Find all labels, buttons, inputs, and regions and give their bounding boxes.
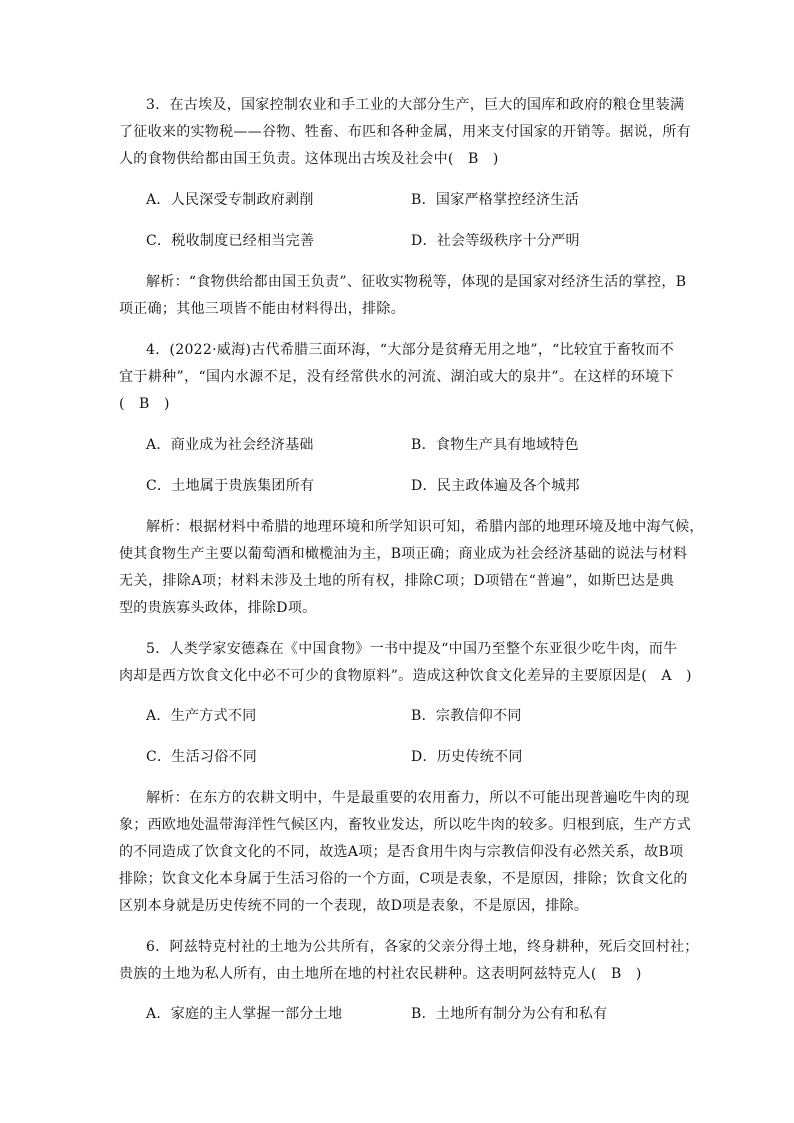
q4-option-a: A．商业成为社会经济基础 — [146, 437, 314, 453]
q5-stem-line-1: 5．人类学家安德森在《中国食物》一书中提及“中国乃至整个东亚很少吃牛肉，而牛 — [146, 641, 678, 657]
q6-option-b: B．土地所有制分为公有和私有 — [411, 1006, 608, 1022]
q6-stem-line-2: 贵族的土地为私人所有，由土地所在地的村社农民耕种。这表明阿兹特克人( B ) — [119, 966, 642, 982]
q5-analysis-line-4: 排除；饮食文化本身属于生活习俗的一个方面，C项是表象，不是原因，排除；饮食文化的 — [119, 871, 688, 887]
q3-analysis-line-1: 解析：“食物供给都由国王负责”、征收实物税等，体现的是国家对经济生活的掌控，B — [146, 274, 687, 290]
q4-analysis-line-2: 使其食物生产主要以葡萄酒和橄榄油为主，B项正确；商业成为社会经济基础的说法与材料 — [119, 546, 688, 562]
q3-stem-line-2: 了征收来的实物税——谷物、牲畜、布匹和各种金属，用来支付国家的开销等。据说，所有 — [119, 124, 691, 140]
q5-stem-line-2: 肉却是西方饮食文化中必不可少的食物原料”。造成这种饮食文化差异的主要原因是( A ) — [119, 668, 692, 684]
q5-analysis-line-2: 象；西欧地处温带海洋性气候区内，畜牧业发达，所以吃牛肉的较多。归根到底，生产方式 — [119, 817, 691, 833]
q4-analysis-line-3: 无关，排除A项；材料未涉及土地的所有权，排除C项；D项错在“普遍”，如斯巴达是典 — [119, 573, 674, 589]
q4-option-b: B．食物生产具有地域特色 — [411, 437, 579, 453]
q3-stem-line-3: 人的食物供给都由国王负责。这体现出古埃及社会中( B ) — [119, 151, 499, 167]
q4-stem-line-1: 4．(2022·威海)古代希腊三面环海，“大部分是贫瘠无用之地”，“比较宜于畜牧而不 — [146, 342, 674, 358]
q5-analysis-line-3: 的不同造成了饮食文化的不同，故选A项；是否食用牛肉与宗教信仰没有必然关系，故B项 — [119, 844, 684, 860]
q5-analysis-line-1: 解析：在东方的农耕文明中，牛是最重要的农用畜力，所以不可能出现普遍吃牛肉的现 — [146, 790, 690, 806]
q5-option-c: C．生活习俗不同 — [146, 749, 258, 765]
q3-stem-line-1: 3．在古埃及，国家控制农业和手工业的大部分生产，巨大的国库和政府的粮仓里装满 — [146, 97, 685, 113]
q3-option-a: A．人民深受专制政府剥削 — [146, 192, 314, 208]
q4-stem-line-2: 宜于耕种”，“国内水源不足，没有经常供水的河流、湖泊或大的泉井”。在这样的环境下 — [119, 369, 674, 385]
q3-option-d: D．社会等级秩序十分严明 — [411, 233, 580, 249]
q5-analysis-line-5: 区别本身就是历史传统不同的一个表现，故D项是表象，不是原因，排除。 — [119, 898, 589, 914]
q5-option-b: B．宗教信仰不同 — [411, 708, 522, 724]
q3-option-b: B．国家严格掌控经济生活 — [411, 192, 579, 208]
q5-option-d: D．历史传统不同 — [411, 749, 523, 765]
q3-analysis-line-2: 项正确；其他三项皆不能由材料得出，排除。 — [119, 301, 405, 317]
q4-analysis-line-1: 解析：根据材料中希腊的地理环境和所学知识可知，希腊内部的地理环境及地中海气候， — [146, 519, 704, 535]
q4-option-c: C．土地属于贵族集团所有 — [146, 478, 315, 494]
q6-stem-line-1: 6．阿兹特克村社的土地为公共所有，各家的父亲分得土地，终身耕种，死后交回村社； — [146, 939, 699, 955]
q4-option-d: D．民主政体遍及各个城邦 — [411, 478, 580, 494]
q4-analysis-line-4: 型的贵族寡头政体，排除D项。 — [119, 600, 317, 616]
q3-option-c: C．税收制度已经相当完善 — [146, 233, 315, 249]
q6-option-a: A．家庭的主人掌握一部分土地 — [146, 1006, 343, 1022]
q4-stem-line-3: ( B ) — [119, 396, 170, 412]
q5-option-a: A．生产方式不同 — [146, 708, 257, 724]
